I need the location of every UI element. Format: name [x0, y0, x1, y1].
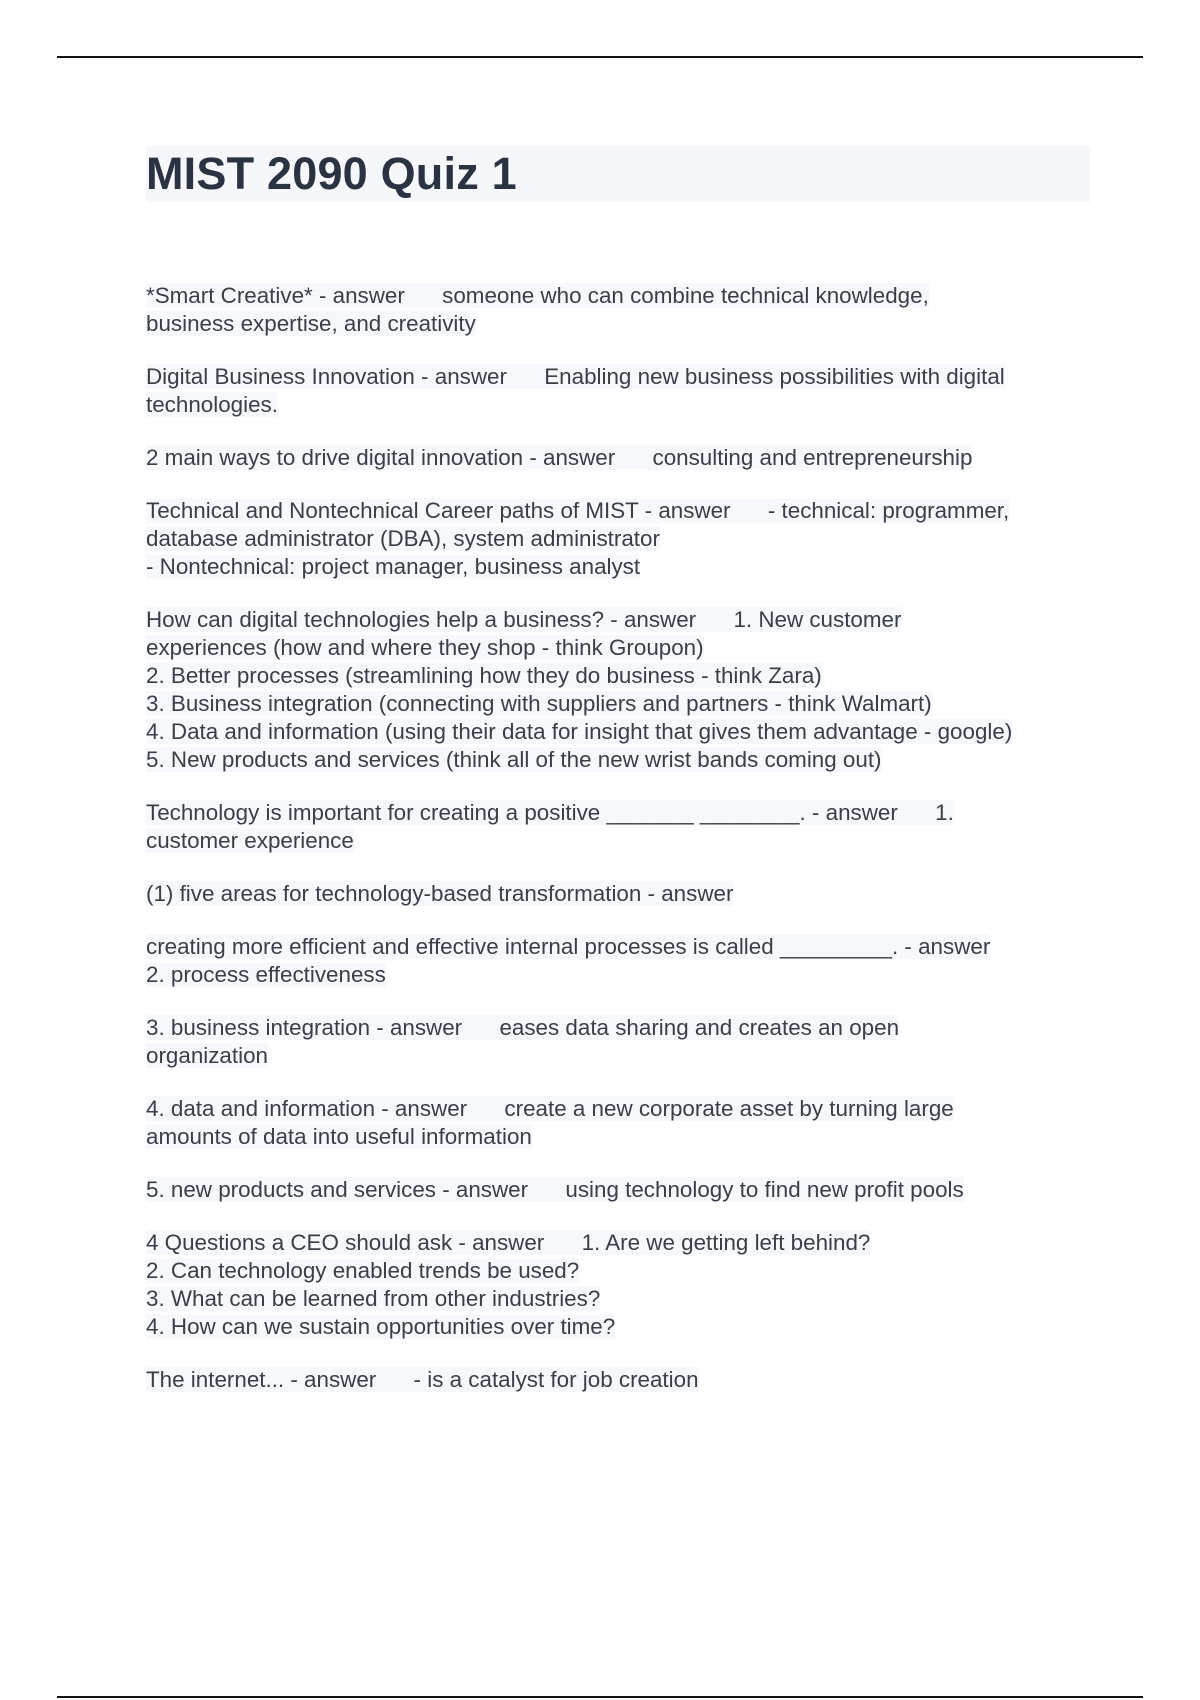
qa-line — [146, 444, 1090, 472]
qa-line-text: amounts of data into useful information — [146, 1124, 532, 1149]
qa-item — [146, 880, 1090, 908]
qa-line-text: (1) five areas for technology-based transformation - answer — [146, 881, 734, 906]
qa-line-text: The internet... - answer - is a catalyst for job creation — [146, 1367, 699, 1392]
document-title: MIST 2090 Quiz 1 — [146, 146, 1090, 202]
qa-line — [146, 1366, 1090, 1394]
qa-line-text: *Smart Creative* - answer someone who can combine technical knowledge, — [146, 283, 929, 308]
qa-line — [146, 1095, 1090, 1123]
qa-line — [146, 363, 1090, 391]
qa-list — [146, 282, 1090, 1394]
qa-line — [146, 1123, 1090, 1151]
qa-line-text: 2. Can technology enabled trends be used? — [146, 1258, 580, 1283]
qa-line — [146, 497, 1090, 525]
qa-line — [146, 1285, 1090, 1313]
qa-line-text: 4 Questions a CEO should ask - answer 1. Are we getting left behind? — [146, 1230, 871, 1255]
qa-line — [146, 525, 1090, 553]
qa-line — [146, 880, 1090, 908]
qa-line — [146, 391, 1090, 419]
qa-line — [146, 827, 1090, 855]
qa-line — [146, 1014, 1090, 1042]
qa-line-text: 4. data and information - answer create a new corporate asset by turning large — [146, 1096, 954, 1121]
qa-line — [146, 1229, 1090, 1257]
qa-line — [146, 799, 1090, 827]
qa-line-text: How can digital technologies help a business? - answer 1. New customer — [146, 607, 902, 632]
qa-item — [146, 1366, 1090, 1394]
qa-line-text: 4. Data and information (using their data for insight that gives them advantage - google) — [146, 719, 1013, 744]
qa-line — [146, 634, 1090, 662]
qa-item — [146, 1014, 1090, 1070]
qa-line-text: 3. business integration - answer eases data sharing and creates an open — [146, 1015, 900, 1040]
qa-item — [146, 363, 1090, 419]
qa-line — [146, 310, 1090, 338]
qa-line-text: technologies. — [146, 392, 278, 417]
bottom-rule — [57, 1696, 1143, 1698]
qa-item — [146, 933, 1090, 989]
qa-line-text: Technical and Nontechnical Career paths of MIST - answer - technical: programmer, — [146, 498, 1010, 523]
qa-line — [146, 690, 1090, 718]
qa-line-text: Technology is important for creating a positive _______ ________. - answer 1. — [146, 800, 954, 825]
qa-line-text: business expertise, and creativity — [146, 311, 476, 336]
qa-line-text: 3. What can be learned from other industries? — [146, 1286, 601, 1311]
qa-line-text: 2. Better processes (streamlining how they do business - think Zara) — [146, 663, 822, 688]
qa-line-text: 5. new products and services - answer using technology to find new profit pools — [146, 1177, 964, 1202]
qa-line — [146, 718, 1090, 746]
qa-line-text: 2 main ways to drive digital innovation - answer consulting and entrepreneurship — [146, 445, 973, 470]
qa-line — [146, 662, 1090, 690]
qa-line — [146, 1042, 1090, 1070]
qa-line — [146, 606, 1090, 634]
qa-line-text: - Nontechnical: project manager, business analyst — [146, 554, 641, 579]
qa-line — [146, 1176, 1090, 1204]
qa-line-text: database administrator (DBA), system administrator — [146, 526, 660, 551]
qa-item — [146, 444, 1090, 472]
qa-line-text: Digital Business Innovation - answer Enabling new business possibilities with digital — [146, 364, 1005, 389]
qa-line-text: 5. New products and services (think all of the new wrist bands coming out) — [146, 747, 882, 772]
qa-item — [146, 606, 1090, 774]
qa-line — [146, 282, 1090, 310]
qa-line — [146, 933, 1090, 961]
qa-line-text: experiences (how and where they shop - think Groupon) — [146, 635, 704, 660]
qa-line-text: organization — [146, 1043, 268, 1068]
qa-line-text: 2. process effectiveness — [146, 962, 386, 987]
qa-line — [146, 746, 1090, 774]
qa-line — [146, 961, 1090, 989]
qa-item — [146, 1095, 1090, 1151]
top-rule — [57, 56, 1143, 58]
qa-item — [146, 497, 1090, 581]
qa-line-text: creating more efficient and effective internal processes is called _________. - answer — [146, 934, 991, 959]
qa-line-text: customer experience — [146, 828, 354, 853]
qa-item — [146, 282, 1090, 338]
qa-line-text: 3. Business integration (connecting with suppliers and partners - think Walmart) — [146, 691, 932, 716]
document-body — [146, 146, 1090, 1419]
qa-item — [146, 1176, 1090, 1204]
qa-line-text: 4. How can we sustain opportunities over time? — [146, 1314, 616, 1339]
qa-line — [146, 553, 1090, 581]
qa-item — [146, 799, 1090, 855]
qa-item — [146, 1229, 1090, 1341]
qa-line — [146, 1313, 1090, 1341]
qa-line — [146, 1257, 1090, 1285]
